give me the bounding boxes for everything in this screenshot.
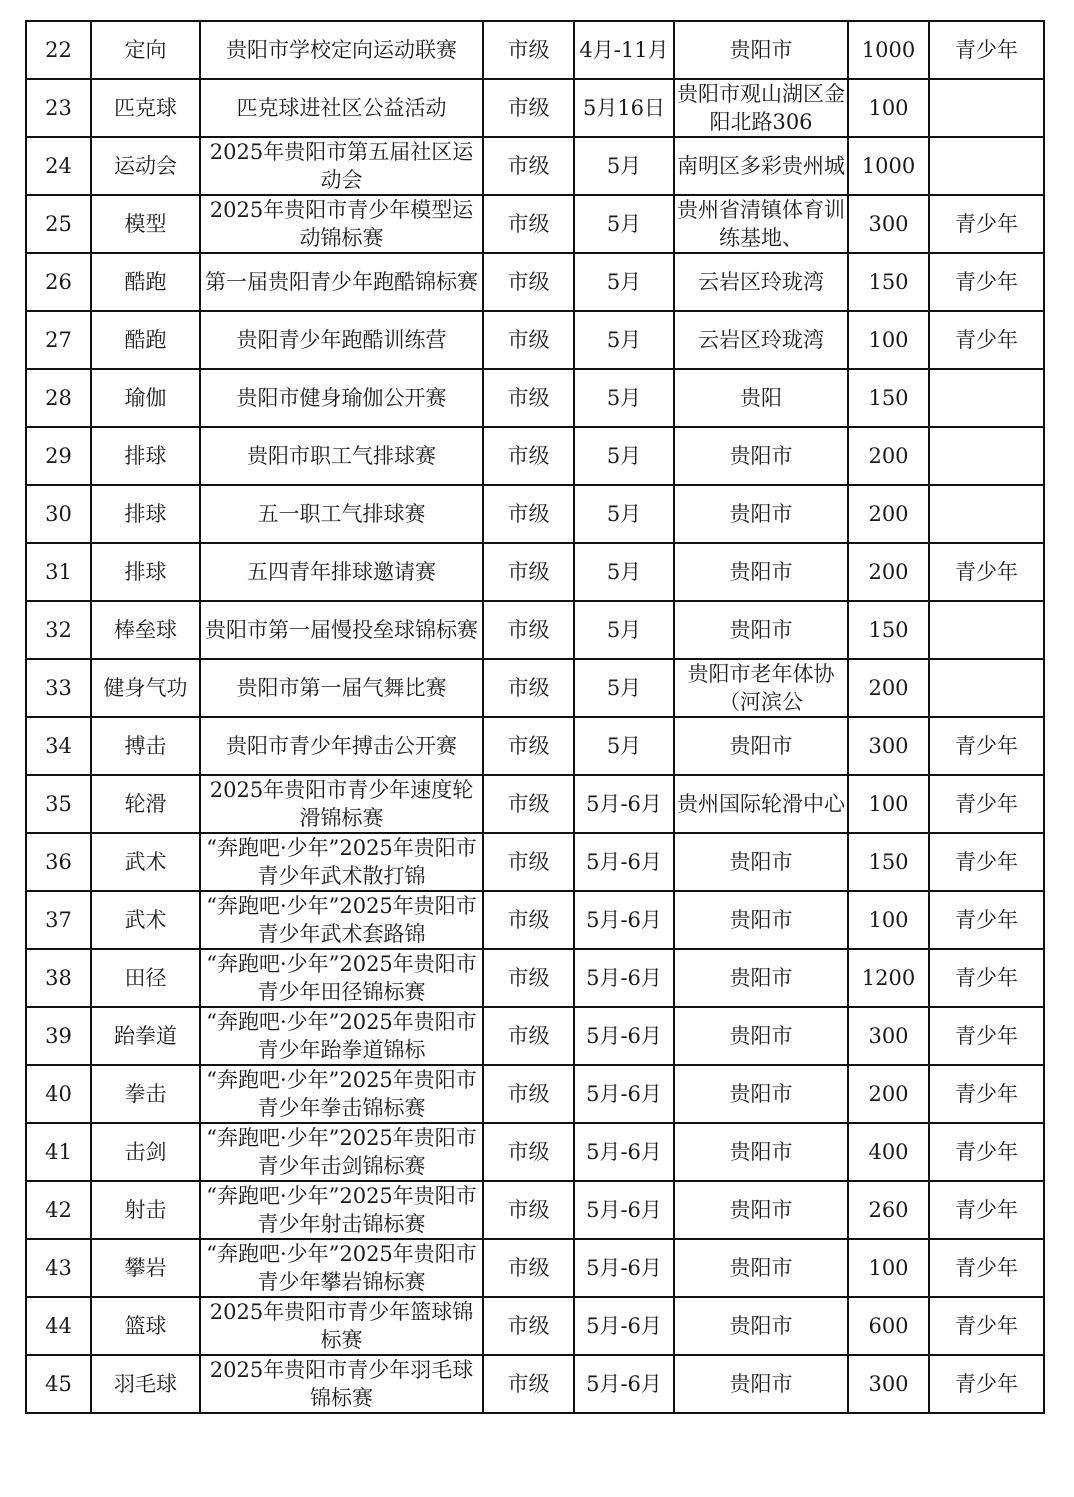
time-cell: 5月-6月 [574, 833, 674, 891]
time-cell: 5月 [574, 601, 674, 659]
time-cell: 5月-6月 [574, 1355, 674, 1413]
participants-cell: 300 [848, 1355, 929, 1413]
venue-cell: 贵阳市 [674, 1181, 848, 1239]
time-cell: 5月 [574, 485, 674, 543]
row-number: 26 [26, 253, 91, 311]
event-name-cell: “奔跑吧·少年”2025年贵阳市青少年击剑锦标赛 [200, 1123, 483, 1181]
level-cell: 市级 [483, 1297, 574, 1355]
row-number: 40 [26, 1065, 91, 1123]
row-number: 29 [26, 427, 91, 485]
target-group-cell: 青少年 [929, 21, 1044, 79]
sport-cell: 射击 [91, 1181, 200, 1239]
row-number: 30 [26, 485, 91, 543]
participants-cell: 200 [848, 1065, 929, 1123]
participants-cell: 260 [848, 1181, 929, 1239]
target-group-cell: 青少年 [929, 1007, 1044, 1065]
sport-cell: 攀岩 [91, 1239, 200, 1297]
level-cell: 市级 [483, 1181, 574, 1239]
event-name-cell: 2025年贵阳市青少年羽毛球锦标赛 [200, 1355, 483, 1413]
participants-cell: 300 [848, 1007, 929, 1065]
target-group-cell: 青少年 [929, 1123, 1044, 1181]
time-cell: 5月-6月 [574, 1297, 674, 1355]
time-cell: 5月 [574, 427, 674, 485]
event-name-cell: 五四青年排球邀请赛 [200, 543, 483, 601]
events-table [25, 20, 1045, 1414]
table-row [26, 1239, 1044, 1297]
venue-cell: 贵阳市 [674, 21, 848, 79]
table-row [26, 253, 1044, 311]
venue-cell: 贵阳市 [674, 1065, 848, 1123]
venue-cell: 贵阳市 [674, 1355, 848, 1413]
participants-cell: 150 [848, 253, 929, 311]
venue-cell: 贵阳市老年体协（河滨公 [674, 659, 848, 717]
row-number: 23 [26, 79, 91, 137]
table-row [26, 1123, 1044, 1181]
event-name-cell: 五一职工气排球赛 [200, 485, 483, 543]
level-cell: 市级 [483, 543, 574, 601]
table-row [26, 427, 1044, 485]
participants-cell: 400 [848, 1123, 929, 1181]
table-row [26, 659, 1044, 717]
time-cell: 5月16日 [574, 79, 674, 137]
venue-cell: 贵阳市 [674, 1007, 848, 1065]
level-cell: 市级 [483, 427, 574, 485]
participants-cell: 100 [848, 891, 929, 949]
table-row [26, 717, 1044, 775]
sport-cell: 田径 [91, 949, 200, 1007]
sport-cell: 篮球 [91, 1297, 200, 1355]
sport-cell: 健身气功 [91, 659, 200, 717]
level-cell: 市级 [483, 891, 574, 949]
table-row [26, 195, 1044, 253]
events-table-body [26, 21, 1044, 1413]
venue-cell: 贵阳市 [674, 1239, 848, 1297]
venue-cell: 南明区多彩贵州城 [674, 137, 848, 195]
table-row [26, 21, 1044, 79]
table-row [26, 369, 1044, 427]
target-group-cell [929, 485, 1044, 543]
target-group-cell [929, 601, 1044, 659]
row-number: 36 [26, 833, 91, 891]
participants-cell: 150 [848, 369, 929, 427]
level-cell: 市级 [483, 949, 574, 1007]
table-row [26, 1065, 1044, 1123]
level-cell: 市级 [483, 311, 574, 369]
row-number: 38 [26, 949, 91, 1007]
row-number: 43 [26, 1239, 91, 1297]
venue-cell: 云岩区玲珑湾 [674, 311, 848, 369]
level-cell: 市级 [483, 775, 574, 833]
event-name-cell: “奔跑吧·少年”2025年贵阳市青少年攀岩锦标赛 [200, 1239, 483, 1297]
event-name-cell: 匹克球进社区公益活动 [200, 79, 483, 137]
row-number: 22 [26, 21, 91, 79]
table-row [26, 543, 1044, 601]
target-group-cell [929, 137, 1044, 195]
venue-cell: 贵阳市观山湖区金阳北路306 [674, 79, 848, 137]
time-cell: 5月-6月 [574, 949, 674, 1007]
event-name-cell: “奔跑吧·少年”2025年贵阳市青少年拳击锦标赛 [200, 1065, 483, 1123]
table-row [26, 1297, 1044, 1355]
target-group-cell: 青少年 [929, 195, 1044, 253]
target-group-cell: 青少年 [929, 311, 1044, 369]
venue-cell: 贵阳 [674, 369, 848, 427]
participants-cell: 100 [848, 775, 929, 833]
venue-cell: 贵阳市 [674, 427, 848, 485]
table-row [26, 833, 1044, 891]
time-cell: 5月 [574, 137, 674, 195]
row-number: 41 [26, 1123, 91, 1181]
sport-cell: 瑜伽 [91, 369, 200, 427]
table-row [26, 485, 1044, 543]
event-name-cell: 2025年贵阳市青少年模型运动锦标赛 [200, 195, 483, 253]
level-cell: 市级 [483, 659, 574, 717]
sport-cell: 搏击 [91, 717, 200, 775]
event-name-cell: 贵阳青少年跑酷训练营 [200, 311, 483, 369]
event-name-cell: 贵阳市学校定向运动联赛 [200, 21, 483, 79]
time-cell: 5月 [574, 311, 674, 369]
venue-cell: 贵阳市 [674, 601, 848, 659]
target-group-cell: 青少年 [929, 253, 1044, 311]
time-cell: 5月 [574, 253, 674, 311]
row-number: 34 [26, 717, 91, 775]
venue-cell: 贵阳市 [674, 485, 848, 543]
sport-cell: 排球 [91, 427, 200, 485]
time-cell: 5月 [574, 659, 674, 717]
venue-cell: 云岩区玲珑湾 [674, 253, 848, 311]
participants-cell: 150 [848, 833, 929, 891]
table-row [26, 891, 1044, 949]
event-name-cell: 贵阳市第一届慢投垒球锦标赛 [200, 601, 483, 659]
row-number: 28 [26, 369, 91, 427]
table-row [26, 79, 1044, 137]
venue-cell: 贵州国际轮滑中心 [674, 775, 848, 833]
venue-cell: 贵阳市 [674, 949, 848, 1007]
level-cell: 市级 [483, 195, 574, 253]
time-cell: 5月-6月 [574, 1065, 674, 1123]
venue-cell: 贵阳市 [674, 833, 848, 891]
level-cell: 市级 [483, 485, 574, 543]
target-group-cell: 青少年 [929, 891, 1044, 949]
level-cell: 市级 [483, 21, 574, 79]
level-cell: 市级 [483, 601, 574, 659]
venue-cell: 贵阳市 [674, 891, 848, 949]
sport-cell: 武术 [91, 891, 200, 949]
participants-cell: 1000 [848, 137, 929, 195]
target-group-cell: 青少年 [929, 775, 1044, 833]
table-row [26, 1181, 1044, 1239]
target-group-cell: 青少年 [929, 1239, 1044, 1297]
target-group-cell: 青少年 [929, 717, 1044, 775]
venue-cell: 贵阳市 [674, 1123, 848, 1181]
level-cell: 市级 [483, 717, 574, 775]
event-name-cell: 贵阳市职工气排球赛 [200, 427, 483, 485]
event-name-cell: 第一届贵阳青少年跑酷锦标赛 [200, 253, 483, 311]
event-name-cell: 贵阳市第一届气舞比赛 [200, 659, 483, 717]
event-name-cell: “奔跑吧·少年”2025年贵阳市青少年田径锦标赛 [200, 949, 483, 1007]
sport-cell: 棒垒球 [91, 601, 200, 659]
event-name-cell: 2025年贵阳市第五届社区运动会 [200, 137, 483, 195]
sport-cell: 定向 [91, 21, 200, 79]
row-number: 31 [26, 543, 91, 601]
event-name-cell: “奔跑吧·少年”2025年贵阳市青少年射击锦标赛 [200, 1181, 483, 1239]
table-row [26, 1007, 1044, 1065]
time-cell: 4月-11月 [574, 21, 674, 79]
target-group-cell: 青少年 [929, 1181, 1044, 1239]
venue-cell: 贵州省清镇体育训练基地、 [674, 195, 848, 253]
target-group-cell: 青少年 [929, 949, 1044, 1007]
sport-cell: 轮滑 [91, 775, 200, 833]
sport-cell: 拳击 [91, 1065, 200, 1123]
venue-cell: 贵阳市 [674, 717, 848, 775]
sport-cell: 模型 [91, 195, 200, 253]
target-group-cell [929, 427, 1044, 485]
table-row [26, 601, 1044, 659]
row-number: 45 [26, 1355, 91, 1413]
table-row [26, 775, 1044, 833]
event-name-cell: 2025年贵阳市青少年篮球锦标赛 [200, 1297, 483, 1355]
table-row [26, 1355, 1044, 1413]
row-number: 32 [26, 601, 91, 659]
participants-cell: 200 [848, 543, 929, 601]
target-group-cell: 青少年 [929, 543, 1044, 601]
event-name-cell: “奔跑吧·少年”2025年贵阳市青少年武术散打锦 [200, 833, 483, 891]
participants-cell: 200 [848, 427, 929, 485]
time-cell: 5月 [574, 543, 674, 601]
level-cell: 市级 [483, 1239, 574, 1297]
participants-cell: 200 [848, 485, 929, 543]
row-number: 44 [26, 1297, 91, 1355]
time-cell: 5月 [574, 717, 674, 775]
time-cell: 5月-6月 [574, 1007, 674, 1065]
time-cell: 5月-6月 [574, 1123, 674, 1181]
level-cell: 市级 [483, 253, 574, 311]
sport-cell: 运动会 [91, 137, 200, 195]
target-group-cell: 青少年 [929, 1355, 1044, 1413]
target-group-cell: 青少年 [929, 1065, 1044, 1123]
participants-cell: 100 [848, 1239, 929, 1297]
time-cell: 5月-6月 [574, 1181, 674, 1239]
sport-cell: 酷跑 [91, 253, 200, 311]
table-row [26, 137, 1044, 195]
row-number: 24 [26, 137, 91, 195]
row-number: 27 [26, 311, 91, 369]
venue-cell: 贵阳市 [674, 543, 848, 601]
level-cell: 市级 [483, 1355, 574, 1413]
row-number: 33 [26, 659, 91, 717]
level-cell: 市级 [483, 369, 574, 427]
participants-cell: 1200 [848, 949, 929, 1007]
level-cell: 市级 [483, 1007, 574, 1065]
row-number: 35 [26, 775, 91, 833]
row-number: 37 [26, 891, 91, 949]
participants-cell: 300 [848, 717, 929, 775]
participants-cell: 300 [848, 195, 929, 253]
time-cell: 5月 [574, 195, 674, 253]
participants-cell: 200 [848, 659, 929, 717]
sport-cell: 排球 [91, 485, 200, 543]
target-group-cell [929, 369, 1044, 427]
time-cell: 5月-6月 [574, 1239, 674, 1297]
sport-cell: 酷跑 [91, 311, 200, 369]
event-name-cell: 2025年贵阳市青少年速度轮滑锦标赛 [200, 775, 483, 833]
event-name-cell: “奔跑吧·少年”2025年贵阳市青少年跆拳道锦标 [200, 1007, 483, 1065]
table-row [26, 311, 1044, 369]
event-name-cell: “奔跑吧·少年”2025年贵阳市青少年武术套路锦 [200, 891, 483, 949]
participants-cell: 100 [848, 79, 929, 137]
time-cell: 5月-6月 [574, 891, 674, 949]
sport-cell: 武术 [91, 833, 200, 891]
level-cell: 市级 [483, 137, 574, 195]
level-cell: 市级 [483, 1123, 574, 1181]
participants-cell: 100 [848, 311, 929, 369]
sport-cell: 击剑 [91, 1123, 200, 1181]
sport-cell: 排球 [91, 543, 200, 601]
level-cell: 市级 [483, 833, 574, 891]
participants-cell: 600 [848, 1297, 929, 1355]
participants-cell: 150 [848, 601, 929, 659]
time-cell: 5月 [574, 369, 674, 427]
table-row [26, 949, 1044, 1007]
sport-cell: 匹克球 [91, 79, 200, 137]
target-group-cell: 青少年 [929, 1297, 1044, 1355]
row-number: 39 [26, 1007, 91, 1065]
event-name-cell: 贵阳市健身瑜伽公开赛 [200, 369, 483, 427]
sport-cell: 羽毛球 [91, 1355, 200, 1413]
target-group-cell [929, 659, 1044, 717]
time-cell: 5月-6月 [574, 775, 674, 833]
sport-cell: 跆拳道 [91, 1007, 200, 1065]
participants-cell: 1000 [848, 21, 929, 79]
venue-cell: 贵阳市 [674, 1297, 848, 1355]
row-number: 42 [26, 1181, 91, 1239]
row-number: 25 [26, 195, 91, 253]
target-group-cell [929, 79, 1044, 137]
level-cell: 市级 [483, 79, 574, 137]
level-cell: 市级 [483, 1065, 574, 1123]
target-group-cell: 青少年 [929, 833, 1044, 891]
event-name-cell: 贵阳市青少年搏击公开赛 [200, 717, 483, 775]
